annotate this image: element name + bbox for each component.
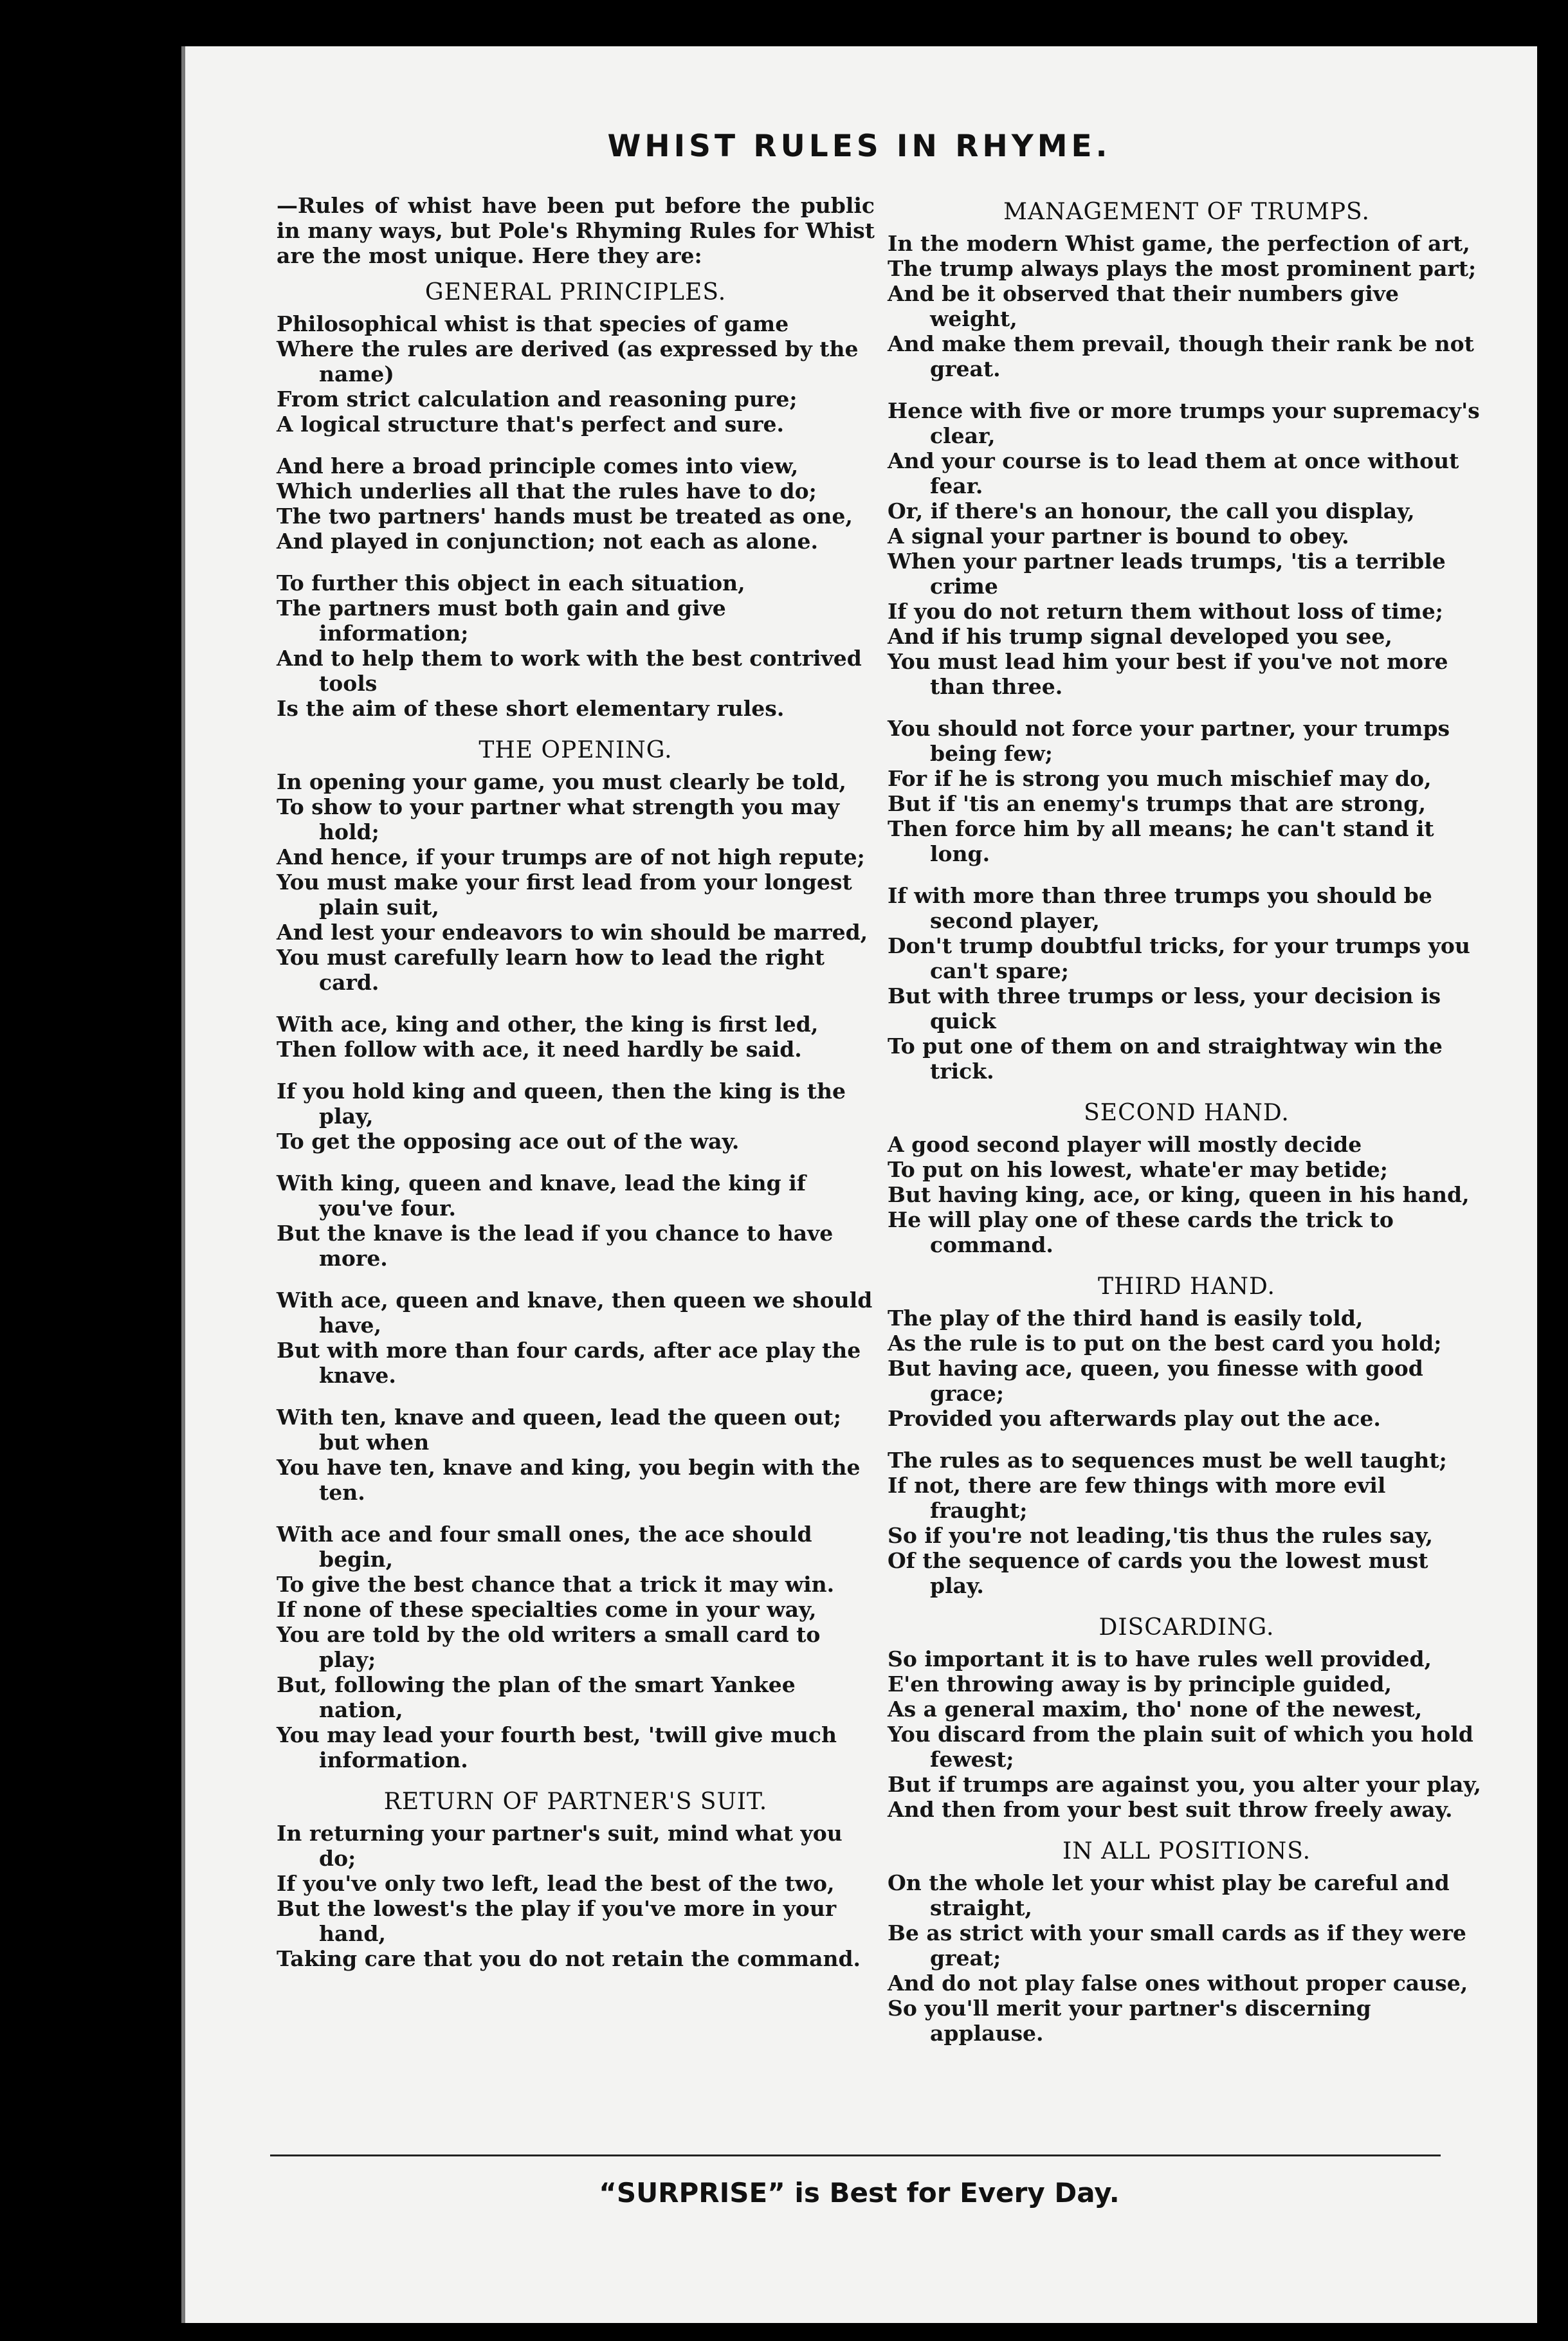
verse-line: The play of the third hand is easily told, [888,1306,1363,1331]
verse-line: To put on his lowest, whate'er may betide; [888,1157,1388,1182]
verse-line: But having ace, queen, you finesse with good grace; [888,1356,1423,1406]
section-heading: GENERAL PRINCIPLES. [424,279,727,305]
verse-line: Then follow with ace, it need hardly be said. [277,1037,802,1062]
stanza [888,231,1486,381]
verse-line: To show to your partner what strength you may hold; [277,794,840,844]
verse-line: And here a broad principle comes into view, [277,453,799,478]
verse-line: From strict calculation and reasoning pure; [277,387,798,412]
verse-line: But the lowest's the play if you've more in your hand, [277,1896,837,1946]
stanza [888,1132,1486,1257]
verse-line: You should not force your partner, your trumps being few; [888,716,1450,766]
verse-line: Or, if there's an honour, the call you display, [888,498,1415,524]
left-sections [277,280,875,1971]
verse-line: The partners must both gain and give information; [277,596,726,646]
verse-line: But with more than four cards, after ace play the knave. [277,1338,861,1388]
verse-line: And lest your endeavors to win should be marred, [277,920,868,945]
verse-line: So if you're not leading,'tis thus the rules say, [888,1523,1433,1548]
verse-line: And make them prevail, though their rank be not great. [888,331,1474,381]
right-column [888,199,1486,2161]
verse-line: But the knave is the lead if you chance to have more. [277,1221,834,1271]
stanza [277,311,875,437]
verse-line: With ace, queen and knave, then queen we should have, [277,1288,873,1338]
verse-line: Which underlies all that the rules have to do; [277,478,817,504]
verse-line: But with three trumps or less, your decision is quick [888,983,1441,1034]
verse-line: On the whole let your whist play be careful and straight, [888,1870,1450,1920]
verse-line: Philosophical whist is that species of game [277,311,789,336]
verse-line: If you've only two left, lead the best of the two, [277,1871,835,1896]
verse-line: If with more than three trumps you should be second player, [888,883,1432,933]
section-heading: SECOND HAND. [1084,1100,1290,1126]
verse-line: With king, queen and knave, lead the king if you've four. [277,1170,806,1221]
verse-line: E'en throwing away is by principle guided, [888,1671,1392,1697]
section-heading: THE OPENING. [479,737,673,763]
verse-line: He will play one of these cards the trick to command. [888,1207,1394,1257]
stanza [888,716,1486,866]
stanza [277,1012,875,1062]
verse-line: The rules as to sequences must be well taught; [888,1448,1447,1473]
section-heading: THIRD HAND. [1098,1273,1275,1300]
verse-line: So you'll merit your partner's discerning applause. [888,1996,1371,2046]
verse-line: To put one of them on and straightway win the trick. [888,1034,1443,1084]
verse-line: In returning your partner's suit, mind what you do; [277,1821,843,1871]
verse-line: But if trumps are against you, you alter your play, [888,1772,1481,1797]
verse-line: A good second player will mostly decide [888,1132,1362,1157]
verse-line: A logical structure that's perfect and sure. [277,412,785,437]
verse-line: The two partners' hands must be treated as one, [277,504,853,529]
stanza [277,1405,875,1505]
verse-line: And do not play false ones without proper cause, [888,1971,1468,1996]
verse-line: Where the rules are derived (as expressed by the name) [277,336,859,387]
verse-line: When your partner leads trumps, 'tis a terrible crime [888,549,1446,599]
stanza [277,1170,875,1271]
verse-line: To give the best chance that a trick it may win. [277,1572,835,1597]
page-title: WHIST RULES IN RHYME. [607,129,1111,164]
verse-line: So important it is to have rules well provided, [888,1646,1432,1671]
footer-rule [270,2154,1441,2156]
stanza [888,398,1486,699]
verse-line: If not, there are few things with more evil fraught; [888,1473,1386,1523]
verse-line: The trump always plays the most prominent part; [888,256,1477,281]
verse-line: If none of these specialties come in your way, [277,1597,817,1622]
verse-line: A signal your partner is bound to obey. [888,524,1349,549]
verse-line: And your course is to lead them at once without fear. [888,448,1459,498]
verse-line: You are told by the old writers a small card to play; [277,1622,821,1672]
stanza [277,453,875,554]
verse-line: You must carefully learn how to lead the right card. [277,945,825,995]
stanza [277,1522,875,1772]
section-heading: DISCARDING. [1099,1614,1275,1641]
verse-line: Then force him by all means; he can't stand it long. [888,816,1434,866]
intro-paragraph: —Rules of whist have been put before the public in many ways, but Pole's Rhyming Rules for Whist are the most unique. Here they are: [277,193,875,268]
right-sections [888,199,1486,2046]
verse-line: Be as strict with your small cards as if they were great; [888,1920,1466,1971]
footer-slogan: “SURPRISE” is Best for Every Day. [599,2177,1120,2209]
stanza [888,1306,1486,1431]
section-heading: MANAGEMENT OF TRUMPS. [1003,199,1370,225]
verse-line: You must make your first lead from your longest plain suit, [277,870,852,920]
verse-line: You may lead your fourth best, 'twill give much information. [277,1722,837,1772]
verse-line: Provided you afterwards play out the ace. [888,1406,1381,1431]
section-heading: IN ALL POSITIONS. [1062,1838,1311,1864]
verse-line: But having king, ace, or king, queen in his hand, [888,1182,1470,1207]
verse-line: For if he is strong you much mischief may do, [888,766,1432,791]
verse-line: You discard from the plain suit of which you hold fewest; [888,1722,1473,1772]
verse-line: Taking care that you do not retain the command. [277,1946,861,1971]
verse-line: Of the sequence of cards you the lowest must play. [888,1548,1428,1598]
stanza [888,1448,1486,1598]
verse-line: Hence with five or more trumps your supremacy's clear, [888,398,1480,448]
verse-line: As the rule is to put on the best card you hold; [888,1331,1442,1356]
verse-line: And hence, if your trumps are of not high repute; [277,844,865,870]
verse-line: And played in conjunction; not each as alone. [277,529,819,554]
stanza [277,769,875,995]
verse-line: And to help them to work with the best contrived tools [277,646,862,696]
stanza [277,570,875,721]
page-fold-shadow [181,46,185,2323]
verse-line: But if 'tis an enemy's trumps that are strong, [888,791,1426,816]
verse-line: Is the aim of these short elementary rules. [277,696,785,721]
verse-line: With ten, knave and queen, lead the queen out; but when [277,1405,841,1455]
verse-line: You must lead him your best if you've not more than three. [888,649,1448,699]
verse-line: To further this object in each situation, [277,570,745,596]
stanza [888,883,1486,1084]
stanza [888,1646,1486,1822]
verse-line: And if his trump signal developed you see, [888,624,1392,649]
verse-line: In opening your game, you must clearly be told, [277,769,846,794]
verse-line: If you do not return them without loss of time; [888,599,1443,624]
stanza [888,1870,1486,2046]
verse-line: In the modern Whist game, the perfection of art, [888,231,1470,256]
verse-line: To get the opposing ace out of the way. [277,1129,740,1154]
verse-line: And then from your best suit throw freely away. [888,1797,1453,1822]
verse-line: And be it observed that their numbers give weight, [888,281,1399,331]
verse-line: As a general maxim, tho' none of the newest, [888,1697,1423,1722]
verse-line: With ace, king and other, the king is first led, [277,1012,819,1037]
verse-line: If you hold king and queen, then the king is the play, [277,1079,846,1129]
stanza [277,1288,875,1388]
stanza [277,1821,875,1971]
verse-line: But, following the plan of the smart Yankee nation, [277,1672,796,1722]
verse-line: Don't trump doubtful tricks, for your trumps you can't spare; [888,933,1470,983]
stanza [277,1079,875,1154]
verse-line: With ace and four small ones, the ace should begin, [277,1522,812,1572]
verse-line: You have ten, knave and king, you begin with the ten. [277,1455,861,1505]
left-column [277,193,875,2154]
section-heading: RETURN OF PARTNER'S SUIT. [383,1789,768,1815]
